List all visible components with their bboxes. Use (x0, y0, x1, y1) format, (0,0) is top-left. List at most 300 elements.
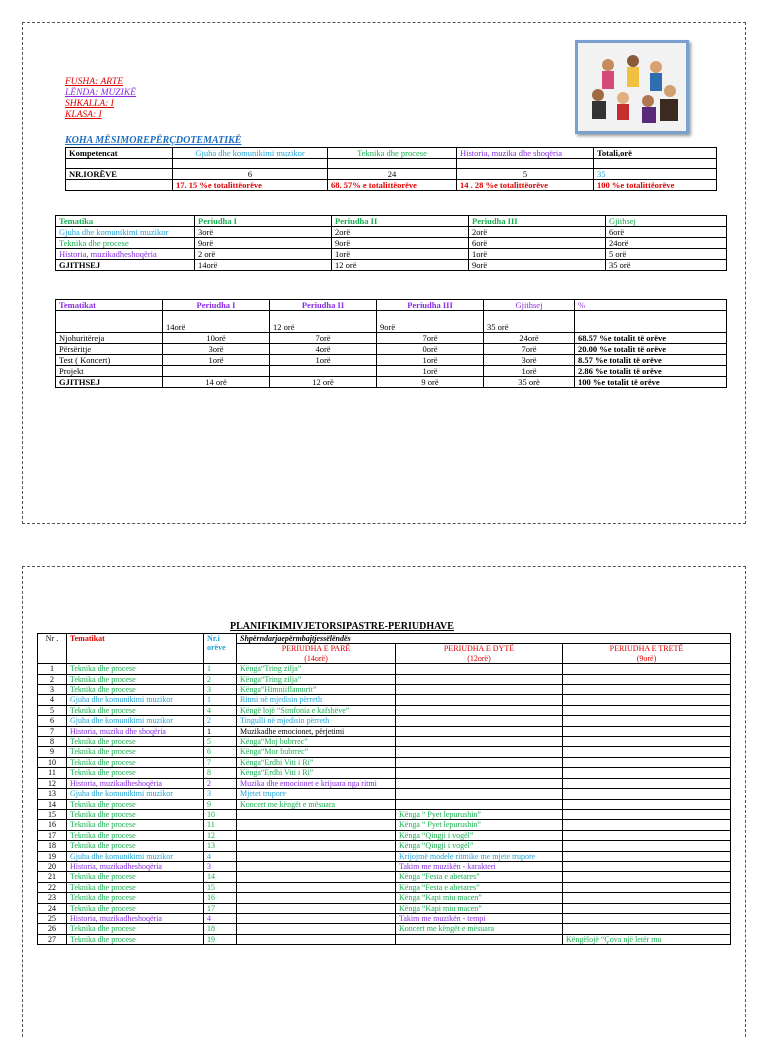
table-cell (563, 882, 731, 892)
table-cell: 23 (38, 893, 67, 903)
table-cell (396, 737, 563, 747)
table-cell: Periudha II (270, 300, 377, 311)
table-cell (237, 809, 396, 819)
table-cell: 19 (38, 851, 67, 861)
table-cell: 6 (173, 169, 328, 180)
table-cell: Teknika dhe procese (67, 664, 204, 674)
header-tematikat: Tematikat (67, 634, 204, 664)
header-nr: Nr . (38, 634, 67, 664)
table-cell: 10 (204, 809, 237, 819)
table-cell: Teknika dhe procese (67, 799, 204, 809)
table-cell: NR.IORËVE (66, 169, 173, 180)
table-cell: 20.00 %e totalit të orëve (575, 344, 727, 355)
table-row (66, 159, 717, 169)
page-one (22, 22, 746, 524)
period-hours: (12orë) (467, 653, 491, 663)
table-cell: Gjuha dhe komunikimi muzikor (173, 148, 328, 159)
table-cell: 24orë (606, 238, 727, 249)
table-cell: 16 (204, 893, 237, 903)
koha-mesimore-title: KOHA MËSIMOREPËRÇDOTEMATIKË (65, 135, 242, 146)
table-cell: Kënga“Mor bubrrec” (237, 747, 396, 757)
table-cell: Test ( Koncert) (56, 355, 163, 366)
table-cell: 24orë (484, 333, 575, 344)
table-cell: 2orë (332, 227, 469, 238)
table-cell: 10orë (163, 333, 270, 344)
children-music-photo (575, 40, 689, 134)
table-cell: 8.57 %e totalit të orëve (575, 355, 727, 366)
table-row (38, 851, 731, 861)
table-cell: 6orë (606, 227, 727, 238)
table-cell: 3orë (195, 227, 332, 238)
table-row (38, 664, 731, 674)
table-cell (237, 903, 396, 913)
period-hours: (14orë) (304, 653, 328, 663)
table-cell: 35 orë (606, 260, 727, 271)
table-row (38, 726, 731, 736)
table-cell: 9orë (195, 238, 332, 249)
table-cell (396, 685, 563, 695)
table-cell (396, 726, 563, 736)
table-cell (237, 861, 396, 871)
table-cell: Kënga“Tring zilja” (237, 674, 396, 684)
table-cell: Gjuha dhe komunikimi muzikor (67, 695, 204, 705)
table-cell: 7orë (377, 333, 484, 344)
table-cell: Kënga “Kapi miu macen” (396, 893, 563, 903)
table-cell: 18 (38, 841, 67, 851)
table-row (38, 737, 731, 747)
table-cell: 14orë (163, 311, 270, 333)
table-cell: 2 (204, 778, 237, 788)
table-cell: 1 (204, 664, 237, 674)
table-cell: 1 (204, 695, 237, 705)
table-cell: Mjetet trupore (237, 789, 396, 799)
table-cell (563, 674, 731, 684)
table-cell (563, 851, 731, 861)
table-cell: Kënga “ Pyet lepurushin” (396, 820, 563, 830)
table-cell: Teknika dhe procese (67, 768, 204, 778)
table-cell: 2.86 %e totalit të orëve (575, 366, 727, 377)
table-row (38, 747, 731, 757)
table-row (66, 148, 717, 159)
table-cell: Koncert me këngët e mësuara (396, 924, 563, 934)
table-cell: 7orë (484, 344, 575, 355)
table-row (38, 705, 731, 715)
table-cell (563, 705, 731, 715)
table-cell: 1orë (484, 366, 575, 377)
table-cell (237, 934, 396, 944)
table-cell: Teknika dhe procese (67, 685, 204, 695)
period-label: PERIUDHA E DYTË (443, 644, 515, 654)
table-cell: 6 (204, 747, 237, 757)
table-cell: 26 (38, 924, 67, 934)
table-row (38, 716, 731, 726)
table-cell: Historia, muzika dhe shoqëria (67, 726, 204, 736)
table-cell: 4 (204, 913, 237, 923)
table-cell (563, 893, 731, 903)
table-cell (563, 799, 731, 809)
table-row (38, 913, 731, 923)
table-cell: Kënga“Himniiflamurit” (237, 685, 396, 695)
table-cell: Kënga “Qingji i vogël” (396, 841, 563, 851)
table-row (38, 789, 731, 799)
table-cell (237, 882, 396, 892)
table-cell: Teknika dhe procese (67, 830, 204, 840)
table-cell (563, 757, 731, 767)
table-cell: Teknika dhe procese (67, 705, 204, 715)
table-row (38, 634, 731, 644)
table-cell: 3 (204, 861, 237, 871)
table-cell: Teknika dhe procese (67, 809, 204, 819)
competence-table (65, 147, 717, 191)
table-cell (563, 664, 731, 674)
table-cell (563, 778, 731, 788)
table-cell: 1orë (377, 355, 484, 366)
table-cell: Teknika dhe procese (67, 893, 204, 903)
table-cell (396, 705, 563, 715)
period-hours: (9orë) (636, 653, 657, 663)
table-cell (563, 737, 731, 747)
table-cell: Teknika dhe procese (67, 924, 204, 934)
table-cell: Kënga“Erdhi Viti i Ri” (237, 757, 396, 767)
table-cell: 22 (38, 882, 67, 892)
meta-fusha: FUSHA: ARTE (65, 77, 124, 87)
table-cell (396, 934, 563, 944)
table-cell (237, 924, 396, 934)
table-cell (575, 311, 727, 333)
table-cell (237, 841, 396, 851)
table-cell (563, 768, 731, 778)
table-cell (173, 159, 328, 169)
table-row (38, 830, 731, 840)
table-cell: Këngë lojë “Simfonia e kafshëve” (237, 705, 396, 715)
meta-shkalla: SHKALLA: I (65, 99, 114, 109)
table-cell: Gjuha dhe komunikimi muzikor (67, 716, 204, 726)
table-cell: 2 (38, 674, 67, 684)
table-cell: 7orë (270, 333, 377, 344)
table-cell (396, 789, 563, 799)
table-cell: Kënga “ Pyet lepurushin” (396, 809, 563, 819)
table-cell: Ritmi në mjedisin përreth (237, 695, 396, 705)
table-cell: Përsëritje (56, 344, 163, 355)
table-row (56, 216, 727, 227)
table-cell: 12 orë (270, 311, 377, 333)
table-cell: Kënga “Festa e abetares” (396, 882, 563, 892)
table-cell: Totali,orë (594, 148, 717, 159)
table-cell: Historia, muzikadheshoqëria (56, 249, 195, 260)
table-cell: 2 orë (195, 249, 332, 260)
table-cell: 14 (204, 872, 237, 882)
table-row (56, 260, 727, 271)
table-cell (563, 685, 731, 695)
table-row (38, 903, 731, 913)
table-cell: 5 orë (606, 249, 727, 260)
table-cell: Njohuritëreja (56, 333, 163, 344)
table-cell: 19 (204, 934, 237, 944)
table-cell: 17 (204, 903, 237, 913)
meta-klasa: KLASA: I (65, 110, 102, 120)
table-cell: Teknika dhe procese (56, 238, 195, 249)
table-cell: 10 (38, 757, 67, 767)
table-cell: 9 orë (377, 377, 484, 388)
table-cell: Muzikadhe emocionet, përjetimi (237, 726, 396, 736)
table-cell: Teknika dhe procese (67, 737, 204, 747)
table-cell: Periudha I (163, 300, 270, 311)
header-periudha-1 (237, 644, 396, 664)
table-cell: 35 (594, 169, 717, 180)
table-cell: Teknika dhe procese (67, 757, 204, 767)
table-cell: 27 (38, 934, 67, 944)
table-cell: 15 (204, 882, 237, 892)
table-cell: 14 (38, 799, 67, 809)
table-cell: Historia, muzikadheshoqëria (67, 861, 204, 871)
table-cell: 12 orë (332, 260, 469, 271)
table-cell: 100 %e totalit të orëve (575, 377, 727, 388)
table-cell: Teknika dhe procese (67, 882, 204, 892)
table-row (38, 674, 731, 684)
table-cell: 7 (204, 757, 237, 767)
table-row (38, 809, 731, 819)
table-cell (237, 820, 396, 830)
table-cell: 1 (204, 726, 237, 736)
table-cell: 15 (38, 809, 67, 819)
table-cell: Muzika dhe emocionet e krijuara nga ritmi (237, 778, 396, 788)
table-cell: 3 (204, 789, 237, 799)
table-cell: 12 (204, 830, 237, 840)
header-shperndarja: Shpërndarjaepërmbajtjessëlëndës (237, 634, 731, 644)
table-row (38, 861, 731, 871)
table-cell (563, 830, 731, 840)
table-row (38, 685, 731, 695)
table-cell: 14 . 28 %e totalittëorëve (457, 180, 594, 191)
table-cell: GJITHSEJ (56, 377, 163, 388)
table-cell: Periudha III (377, 300, 484, 311)
table-row (38, 893, 731, 903)
table-cell: Kënga “Qingji i vogël” (396, 830, 563, 840)
table-row (66, 180, 717, 191)
table-cell (563, 924, 731, 934)
table-cell (396, 674, 563, 684)
table-cell: Tematika (56, 216, 195, 227)
table-cell: 9 (204, 799, 237, 809)
table-cell (594, 159, 717, 169)
table-cell: Historia, muzikadheshoqëria (67, 778, 204, 788)
table-cell: Teknika dhe procese (67, 841, 204, 851)
table-cell (457, 159, 594, 169)
table-cell: 68.57 %e totalit të orëve (575, 333, 727, 344)
table-cell: Teknika dhe procese (67, 674, 204, 684)
table-cell (328, 159, 457, 169)
table-cell: 35 orë (484, 311, 575, 333)
table-row (56, 344, 727, 355)
table-cell (563, 861, 731, 871)
table-cell (237, 893, 396, 903)
table-cell: Këngëlojë “Çova një letër mu (563, 934, 731, 944)
table-cell: 20 (38, 861, 67, 871)
table-cell: 25 (38, 913, 67, 923)
table-row (56, 333, 727, 344)
table-cell (563, 841, 731, 851)
table-cell (270, 366, 377, 377)
period-label: PERIUDHA E PARË (281, 644, 351, 654)
table-cell: 11 (38, 768, 67, 778)
table-cell: Takim me muzikën - karakteri (396, 861, 563, 871)
table-cell: 9orë (377, 311, 484, 333)
table-row (38, 934, 731, 944)
table-cell: Periudha III (469, 216, 606, 227)
table-cell: 13 (38, 789, 67, 799)
table-cell: 24 (38, 903, 67, 913)
table-cell: Teknika dhe procese (67, 820, 204, 830)
table-cell: 18 (204, 924, 237, 934)
annual-plan-table (37, 633, 731, 945)
table-row (66, 169, 717, 180)
table-row (38, 768, 731, 778)
table-cell: Historia, muzikadheshoqëria (67, 913, 204, 923)
table-cell: 9 (38, 747, 67, 757)
table-row (56, 300, 727, 311)
table-cell: 3orë (163, 344, 270, 355)
periods-summary-table (55, 215, 727, 271)
header-nr-oreve: Nr.i orëve (204, 634, 237, 664)
table-cell: Periudha II (332, 216, 469, 227)
table-cell: 0orë (377, 344, 484, 355)
table-cell (396, 799, 563, 809)
table-cell: 1orë (163, 355, 270, 366)
table-cell: Historia, muzika dhe shoqëria (457, 148, 594, 159)
table-cell: 4 (204, 851, 237, 861)
table-cell: 17. 15 %e totalittëorëve (173, 180, 328, 191)
table-cell: 5 (457, 169, 594, 180)
table-row (38, 882, 731, 892)
table-row (38, 778, 731, 788)
table-cell: 4 (38, 695, 67, 705)
table-row (56, 249, 727, 260)
table-cell (563, 820, 731, 830)
table-cell: Kënga“Moj bubrrec” (237, 737, 396, 747)
table-cell: Teknika dhe procese (67, 903, 204, 913)
table-cell: 2orë (469, 227, 606, 238)
table-cell: 9orë (469, 260, 606, 271)
table-cell: Gjithsej (484, 300, 575, 311)
table-cell (237, 913, 396, 923)
table-cell: 1 (38, 664, 67, 674)
table-cell: 2 (204, 674, 237, 684)
table-cell (563, 726, 731, 736)
table-cell (66, 180, 173, 191)
table-row (38, 820, 731, 830)
table-cell: Periudha I (195, 216, 332, 227)
table-cell (237, 851, 396, 861)
table-cell: Teknika dhe procese (328, 148, 457, 159)
plan-rows (38, 664, 731, 945)
table-cell: 4 (204, 705, 237, 715)
table-cell: 4orë (270, 344, 377, 355)
subject-meta (65, 77, 136, 121)
table-cell: 100 %e totalittëorëve (594, 180, 717, 191)
table-row (56, 227, 727, 238)
table-cell (396, 664, 563, 674)
table-cell: 35 orë (484, 377, 575, 388)
table-cell: 2 (204, 716, 237, 726)
table-cell (563, 747, 731, 757)
table-row (38, 799, 731, 809)
content-type-table (55, 299, 727, 388)
table-row (56, 311, 727, 333)
table-cell: 24 (328, 169, 457, 180)
table-cell: 11 (204, 820, 237, 830)
table-cell: 12 orë (270, 377, 377, 388)
page-two (22, 566, 746, 1037)
table-cell: Teknika dhe procese (67, 872, 204, 882)
table-cell: 8 (38, 737, 67, 747)
table-row (56, 377, 727, 388)
table-row (38, 924, 731, 934)
table-cell: 3 (204, 685, 237, 695)
table-cell: Gjithsej (606, 216, 727, 227)
table-cell: 9orë (332, 238, 469, 249)
table-cell (396, 695, 563, 705)
table-row (56, 366, 727, 377)
table-cell (396, 778, 563, 788)
table-cell: 1orë (377, 366, 484, 377)
table-cell: Koncert me këngët e mësuara (237, 799, 396, 809)
table-cell: 14 orë (163, 377, 270, 388)
table-cell: 21 (38, 872, 67, 882)
table-cell: Kompetencat (66, 148, 173, 159)
table-cell: Krijojmë modele ritmike me mjete trupore (396, 851, 563, 861)
table-cell: 13 (204, 841, 237, 851)
table-cell: 14orë (195, 260, 332, 271)
table-row (38, 841, 731, 851)
table-cell: GJITHSEJ (56, 260, 195, 271)
table-cell: 3orë (484, 355, 575, 366)
table-row (56, 238, 727, 249)
table-cell: % (575, 300, 727, 311)
table-cell: 17 (38, 830, 67, 840)
header-periudha-2 (396, 644, 563, 664)
header-periudha-3 (563, 644, 731, 664)
table-cell: Kënga “Kapi miu macen” (396, 903, 563, 913)
plan-title: PLANIFIKIMIVJETORSIPASTRE-PERIUDHAVE (230, 621, 454, 632)
table-cell: 6orë (469, 238, 606, 249)
table-cell: 8 (204, 768, 237, 778)
table-cell: 5 (204, 737, 237, 747)
table-cell (563, 872, 731, 882)
table-cell: Kënga“Tring zilja” (237, 664, 396, 674)
table-cell: 6 (38, 716, 67, 726)
table-cell: 7 (38, 726, 67, 736)
table-row (38, 757, 731, 767)
table-cell (563, 903, 731, 913)
table-cell (56, 311, 163, 333)
table-row (56, 355, 727, 366)
table-cell (396, 768, 563, 778)
table-cell: 68. 57% e totalittëorëve (328, 180, 457, 191)
table-cell: 12 (38, 778, 67, 788)
table-cell (163, 366, 270, 377)
table-cell: 3 (38, 685, 67, 695)
table-cell (237, 872, 396, 882)
table-cell: Tingulli në mjedisin përreth (237, 716, 396, 726)
table-cell (396, 757, 563, 767)
table-cell: Gjuha dhe komunikimi muzikor (56, 227, 195, 238)
meta-lenda: LËNDA: MUZIKË (65, 88, 136, 98)
table-cell: Gjuha dhe komunikimi muzikor (67, 789, 204, 799)
table-cell: Tematikat (56, 300, 163, 311)
table-row (38, 872, 731, 882)
table-cell: Teknika dhe procese (67, 747, 204, 757)
table-cell: Kënga“Erdhi Viti i Ri” (237, 768, 396, 778)
